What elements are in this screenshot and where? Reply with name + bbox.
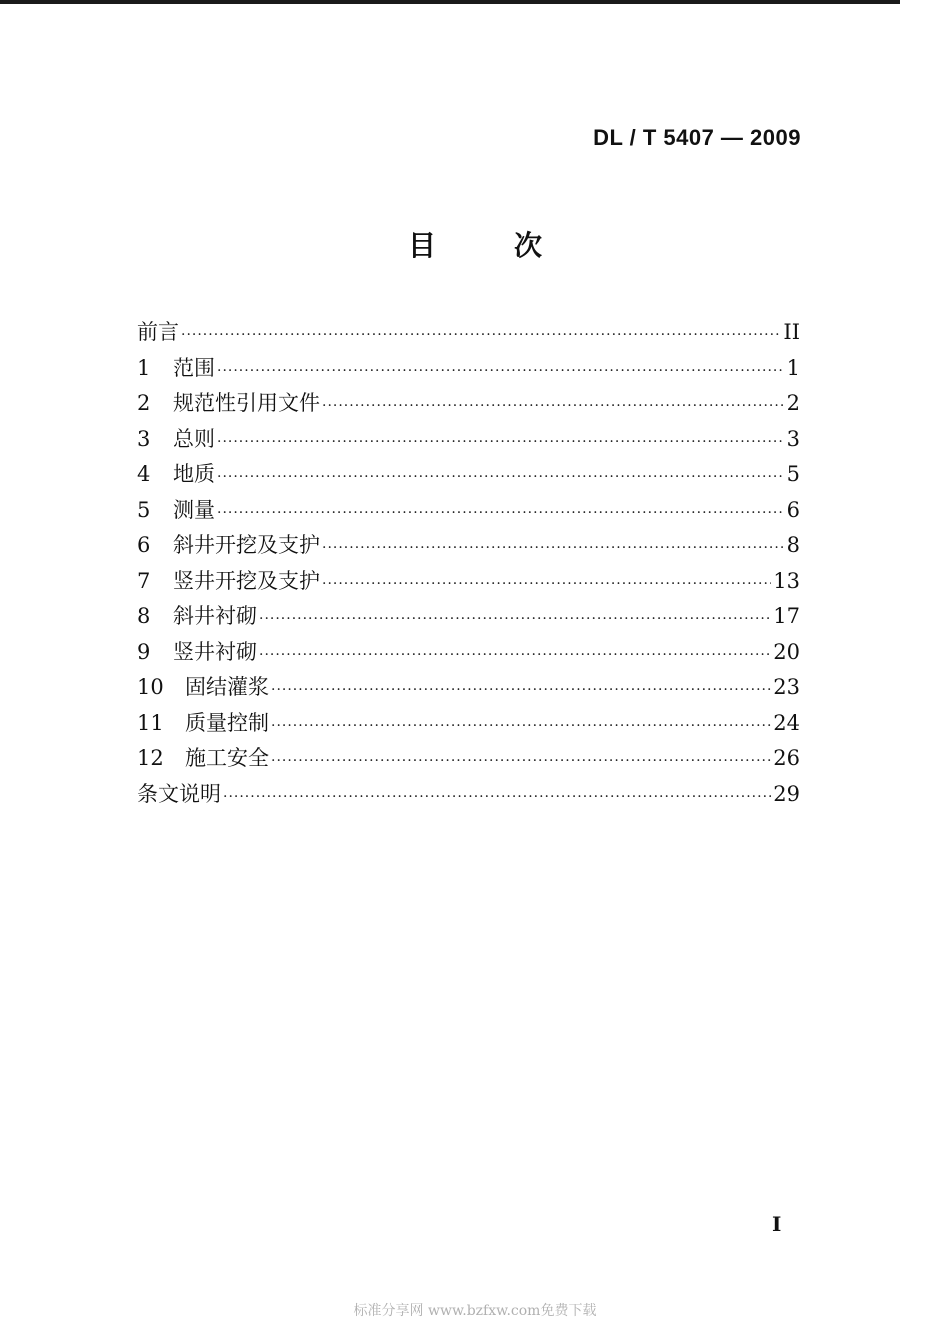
- toc-leader-dots: [271, 673, 771, 709]
- toc-entry-number: 2: [137, 391, 151, 415]
- top-rule: [0, 0, 900, 4]
- toc-entry-9[interactable]: [137, 635, 800, 671]
- toc-entry-8[interactable]: [137, 599, 800, 635]
- toc-entry-label: 施工安全: [185, 746, 269, 770]
- toc-entry-label: 竖井开挖及支护: [173, 568, 320, 593]
- toc-entry-12[interactable]: [137, 741, 800, 777]
- toc-entry-label: 质量控制: [185, 710, 269, 735]
- toc-entry-page: 13: [773, 568, 800, 593]
- table-of-contents: [137, 315, 800, 812]
- toc-leader-dots: [217, 425, 785, 461]
- toc-entry-page: 17: [773, 604, 800, 628]
- toc-entry-number: 1: [137, 355, 151, 380]
- toc-entry-2[interactable]: [137, 386, 800, 422]
- toc-leader-dots: [223, 780, 771, 816]
- toc-entry-page: 26: [773, 746, 800, 770]
- toc-entry-foreword[interactable]: [137, 315, 800, 351]
- toc-entry-page: 1: [786, 355, 800, 380]
- toc-entry-number: 8: [137, 604, 151, 628]
- toc-entry-label: 规范性引用文件: [173, 391, 320, 415]
- toc-entry-3[interactable]: [137, 422, 800, 458]
- toc-entry-page: 29: [773, 781, 800, 806]
- toc-leader-dots: [181, 318, 781, 354]
- toc-entry-page: II: [783, 320, 800, 344]
- toc-entry-6[interactable]: [137, 528, 800, 564]
- toc-leader-dots: [322, 389, 785, 425]
- toc-entry-1[interactable]: [137, 351, 800, 387]
- toc-entry-label: 斜井衬砌: [173, 604, 257, 628]
- toc-entry-4[interactable]: [137, 457, 800, 493]
- toc-entry-label: 地质: [173, 462, 215, 486]
- toc-entry-label: 条文说明: [137, 781, 221, 806]
- toc-entry-number: 4: [137, 462, 151, 486]
- toc-entry-explanatory-notes[interactable]: [137, 777, 800, 813]
- toc-entry-page: 8: [786, 533, 800, 557]
- toc-entry-page: 2: [786, 391, 800, 415]
- toc-entry-label: 总则: [173, 426, 215, 451]
- toc-entry-10[interactable]: [137, 670, 800, 706]
- toc-entry-page: 20: [773, 639, 800, 664]
- standard-code: DL / T 5407 — 2009: [593, 125, 801, 150]
- toc-entry-label: 测量: [173, 497, 215, 522]
- toc-entry-page: 24: [773, 710, 800, 735]
- page-number: I: [772, 1212, 782, 1236]
- toc-leader-dots: [271, 744, 771, 780]
- toc-title: [0, 224, 950, 264]
- toc-entry-number: 12: [137, 746, 164, 770]
- toc-entry-label: 固结灌浆: [185, 675, 269, 699]
- toc-entry-label: 竖井衬砌: [173, 639, 257, 664]
- toc-leader-dots: [322, 567, 771, 603]
- toc-entry-number: 11: [137, 710, 164, 735]
- toc-leader-dots: [217, 354, 785, 390]
- toc-leader-dots: [259, 602, 771, 638]
- toc-entry-label: 斜井开挖及支护: [173, 533, 320, 557]
- toc-entry-number: 6: [137, 533, 151, 557]
- toc-entry-7[interactable]: [137, 564, 800, 600]
- toc-entry-page: 6: [786, 497, 800, 522]
- toc-leader-dots: [217, 496, 785, 532]
- toc-leader-dots: [271, 709, 771, 745]
- toc-entry-number: 5: [137, 497, 151, 522]
- toc-entry-page: 3: [786, 426, 800, 451]
- toc-entry-number: 10: [137, 675, 164, 699]
- toc-entry-5[interactable]: [137, 493, 800, 529]
- toc-leader-dots: [322, 531, 785, 567]
- footer-watermark: 标准分享网 www.bzfxw.com免费下载: [353, 1303, 597, 1319]
- toc-title-char-2: 次: [514, 229, 543, 262]
- toc-entry-11[interactable]: [137, 706, 800, 742]
- toc-entry-number: 9: [137, 639, 151, 664]
- toc-entry-number: 7: [137, 568, 151, 593]
- toc-entry-page: 23: [773, 675, 800, 699]
- toc-leader-dots: [259, 638, 771, 674]
- toc-entry-number: 3: [137, 426, 151, 451]
- toc-leader-dots: [217, 460, 785, 496]
- toc-entry-label: 前言: [137, 320, 179, 344]
- toc-entry-page: 5: [786, 462, 800, 486]
- toc-title-char-1: 目: [407, 229, 436, 262]
- toc-entry-label: 范围: [173, 355, 215, 380]
